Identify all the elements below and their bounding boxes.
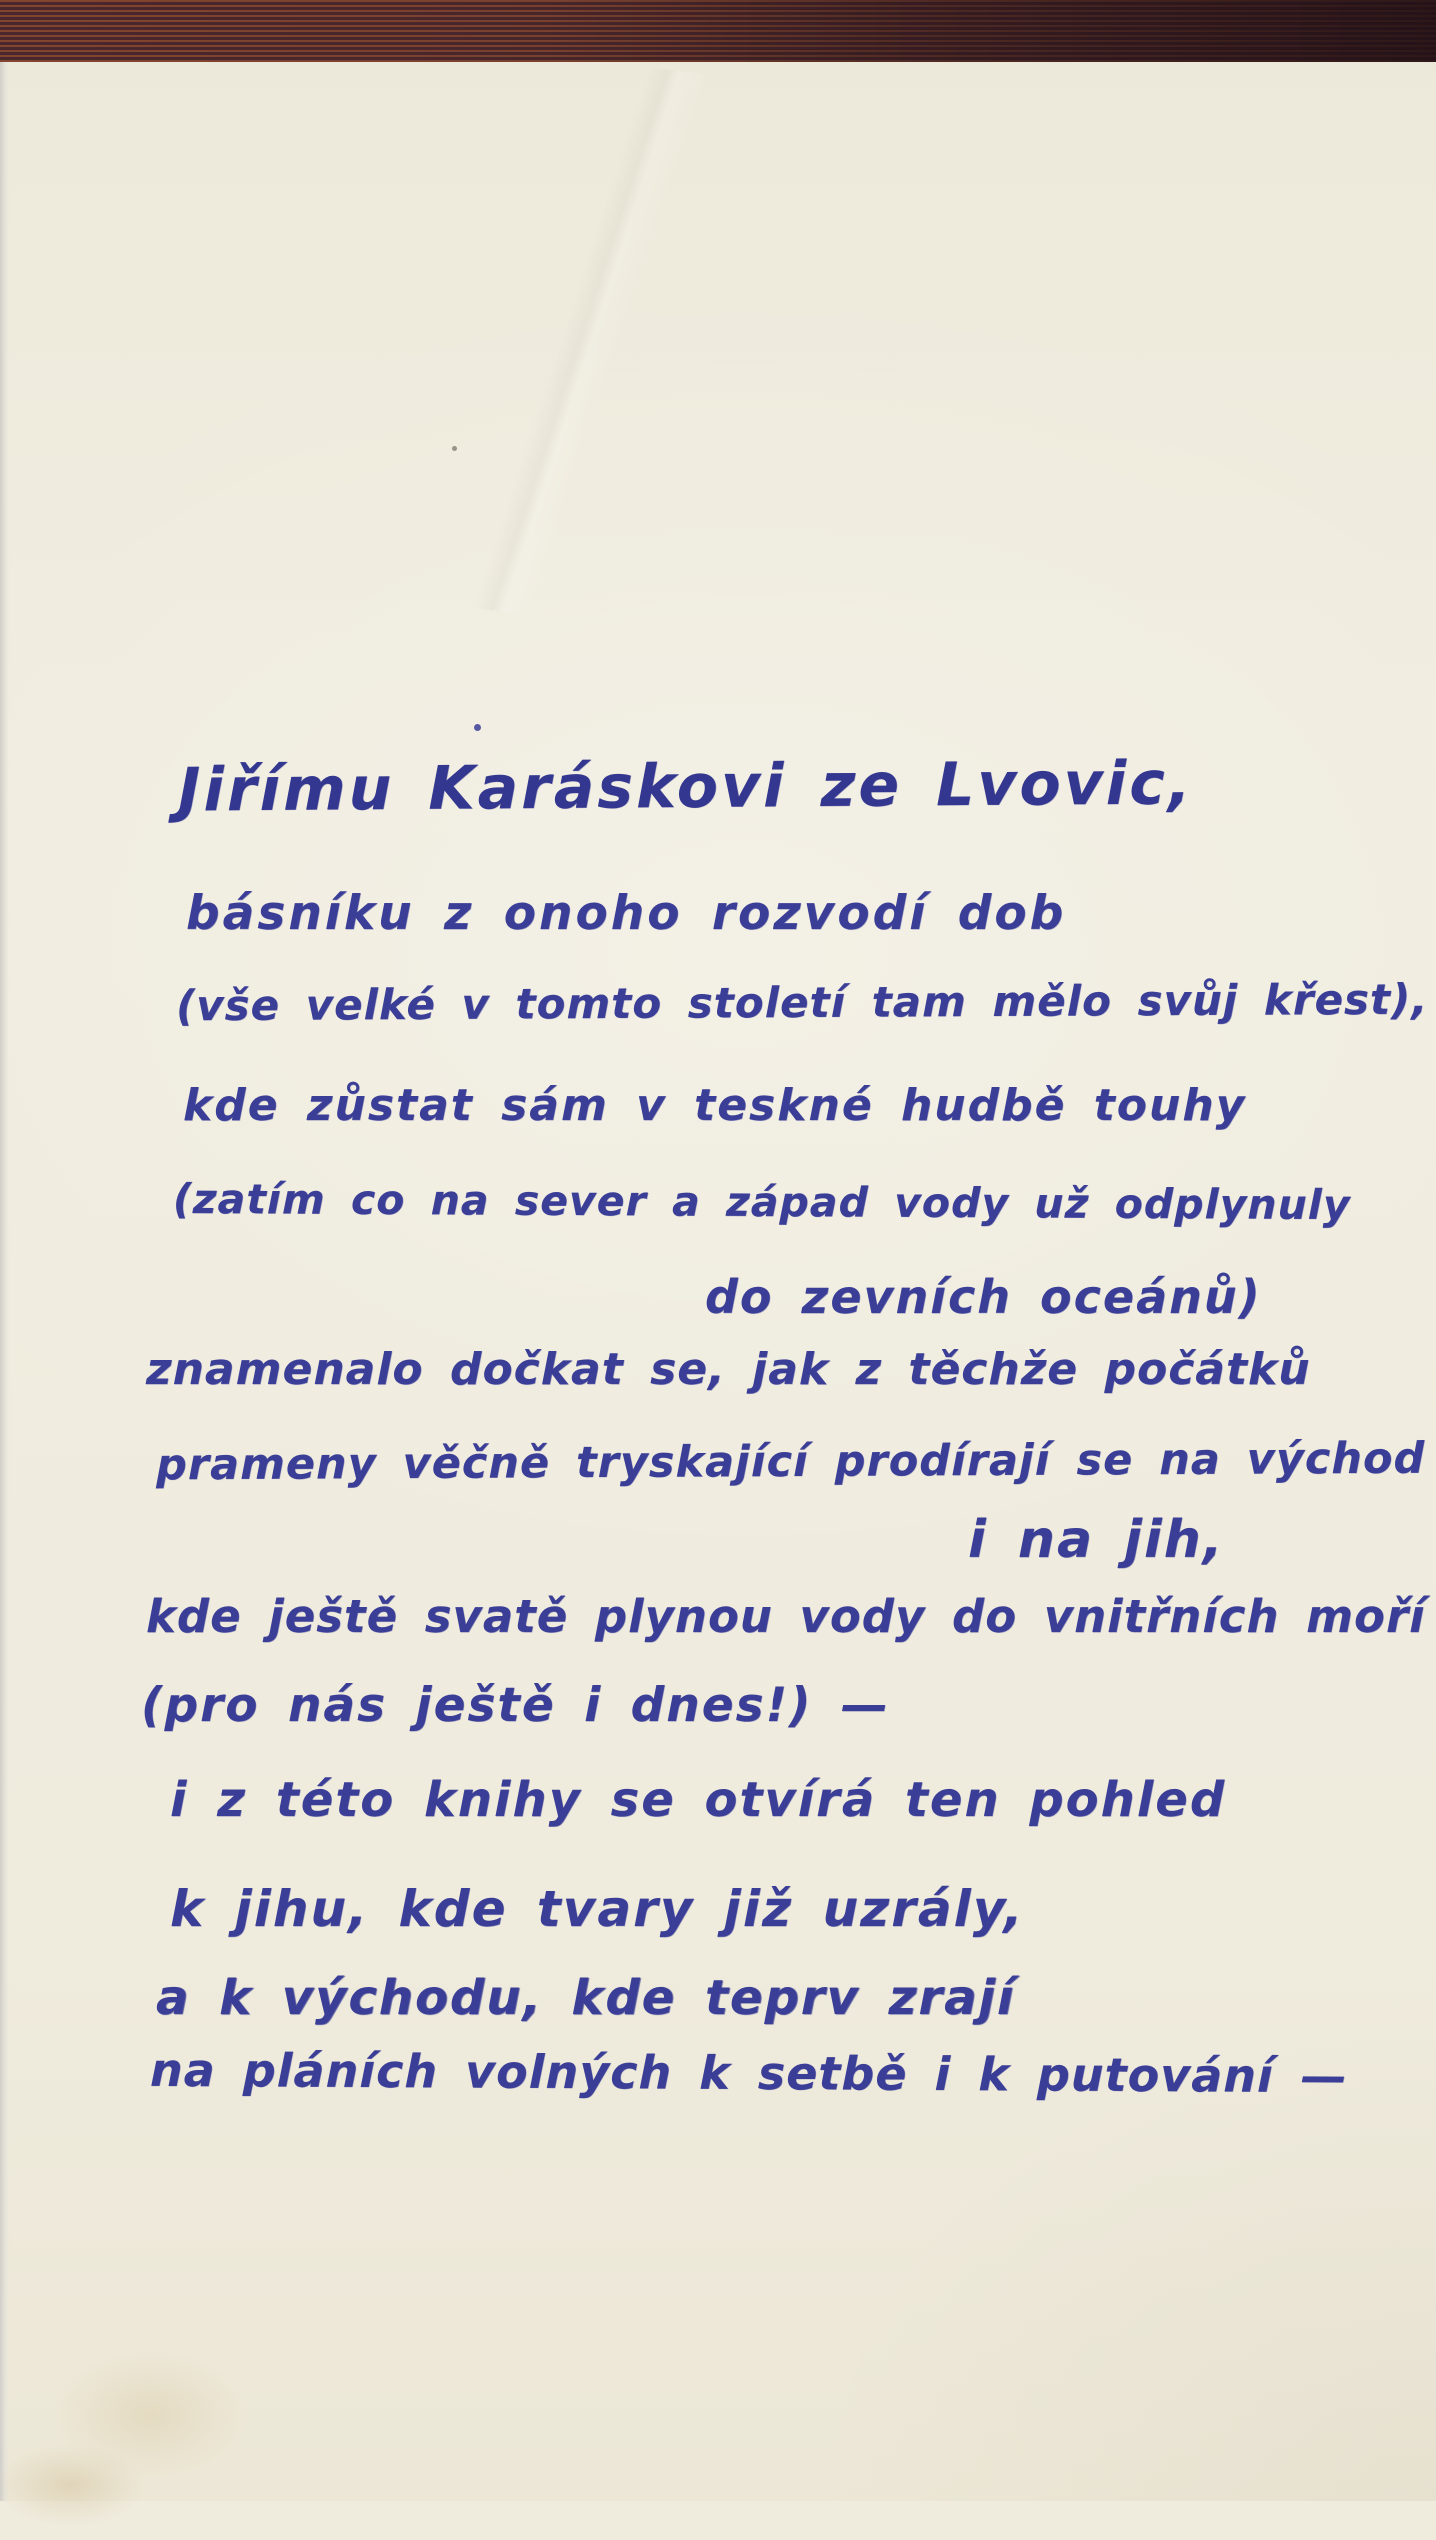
handwritten-line: do zevních oceánů) xyxy=(705,1270,1262,1324)
handwritten-line: (pro nás ještě i dnes!) — xyxy=(141,1678,890,1733)
paper-crease xyxy=(392,42,767,638)
handwritten-line: kde zůstat sám v teskné hudbě touhy xyxy=(183,1080,1247,1131)
handwritten-line: a k východu, kde teprv zrají xyxy=(156,1970,1016,2026)
handwritten-line: i z této knihy se otvírá ten pohled xyxy=(170,1772,1227,1828)
handwritten-line: prameny věčně tryskající prodírají se na východ xyxy=(155,1433,1426,1491)
handwritten-line: (vše velké v tomto století tam mělo svůj křest), xyxy=(175,974,1429,1031)
handwritten-line: znamenalo dočkat se, jak z těchže počátků xyxy=(146,1344,1311,1395)
handwritten-line: na pláních volných k setbě i k putování — xyxy=(149,2042,1348,2104)
handwritten-line: i na jih, xyxy=(968,1510,1225,1570)
handwritten-line: (zatím co na sever a západ vody už odplynuly xyxy=(172,1174,1351,1230)
handwritten-line: kde ještě svatě plynou vody do vnitřních moří xyxy=(146,1590,1426,1643)
handwritten-line: k jihu, kde tvary již uzrály, xyxy=(170,1880,1025,1938)
paper-left-edge xyxy=(0,0,9,2501)
book-cover-edge xyxy=(0,0,1436,62)
handwritten-line: básníku z onoho rozvodí dob xyxy=(186,886,1067,941)
paper-speck xyxy=(452,446,457,451)
ink-speck xyxy=(474,724,481,731)
dedication-title-line: Jiřímu Karáskovi ze Lvovic, xyxy=(177,748,1194,826)
